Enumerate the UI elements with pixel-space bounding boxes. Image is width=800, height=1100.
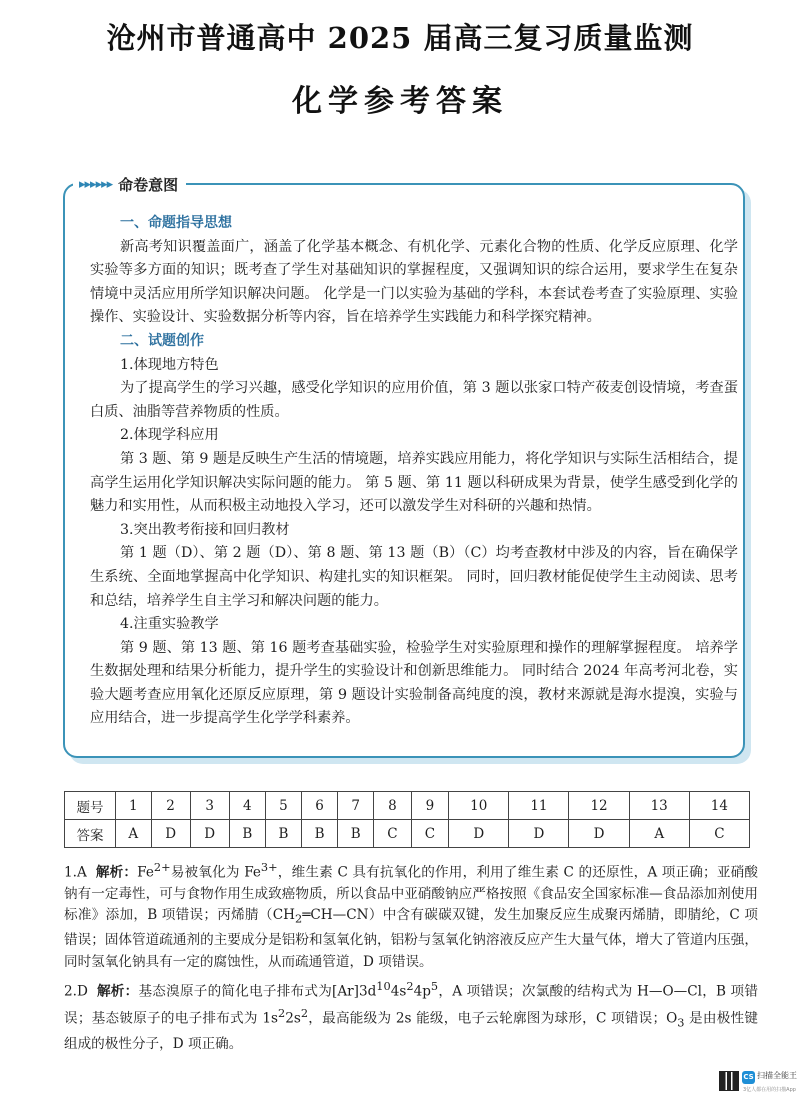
superscript: 2 <box>300 1005 309 1020</box>
sub-2-title: 2.体现学科应用 <box>120 427 219 444</box>
solution-text: ，A 项错误；次氯酸的结构式为 H—O—Cl，B 项错误；基态铍原子的电子排布式为 1s <box>64 983 758 1027</box>
question-number: 1 <box>116 792 152 820</box>
watermark-sub: 3亿人都在用的扫描App <box>743 1087 796 1093</box>
intent-content <box>90 212 738 731</box>
superscript: 3+ <box>260 860 278 874</box>
answer-cell: A <box>116 820 152 848</box>
answer-cell: B <box>338 820 374 848</box>
question-number: 12 <box>569 792 629 820</box>
analysis-label: 解析： <box>95 864 138 881</box>
solution-2 <box>64 976 758 1055</box>
superscript: 2 <box>406 979 414 993</box>
question-number-row <box>65 792 750 820</box>
subscript: 3 <box>677 1015 685 1030</box>
solution-text: 是由极性键组成的极性分子，D 项正确。 <box>64 1010 758 1052</box>
question-number: 10 <box>449 792 509 820</box>
solution-text: 基态溴原子的简化电子排布式为[Ar]3d <box>138 983 377 1000</box>
question-number: 8 <box>374 792 412 820</box>
page-subtitle: 化学参考答案 <box>292 84 508 119</box>
answer-cell: D <box>449 820 509 848</box>
answer-cell: B <box>265 820 301 848</box>
row-label: 题号 <box>65 792 116 820</box>
solution-text: 易被氧化为 Fe <box>170 864 261 881</box>
solution-text: Fe <box>137 864 154 881</box>
camscanner-icon: CS <box>742 1071 755 1084</box>
solution-number: 2.D <box>64 983 88 1000</box>
answer-table <box>64 791 750 848</box>
question-number: 3 <box>190 792 229 820</box>
intent-box-header <box>73 172 186 196</box>
answer-cell: D <box>151 820 190 848</box>
answer-cell: B <box>229 820 265 848</box>
question-number: 2 <box>151 792 190 820</box>
solution-number: 1.A <box>64 864 87 881</box>
answer-cell: D <box>569 820 629 848</box>
question-number: 5 <box>265 792 301 820</box>
answer-cell: A <box>629 820 689 848</box>
page-title: 沧州市普通高中 2025 届高三复习质量监测 <box>106 21 694 55</box>
solution-1 <box>64 857 758 973</box>
question-number: 4 <box>229 792 265 820</box>
watermark-brand: 扫描全能王 <box>757 1071 797 1080</box>
answer-row <box>65 820 750 848</box>
row-label: 答案 <box>65 820 116 848</box>
section-2-title: 二、试题创作 <box>120 332 204 349</box>
intent-heading: 命卷意图 <box>118 175 179 194</box>
answer-cell: C <box>689 820 749 848</box>
solution-text: 4p <box>413 983 431 1000</box>
question-number: 13 <box>629 792 689 820</box>
question-number: 11 <box>509 792 569 820</box>
question-number: 9 <box>411 792 449 820</box>
solution-text: ═CH—CN）中含有碳碳双键，发生加聚反应生成聚丙烯腈，即腈纶，C 项错误；固体管道疏通剂的主要成分是铝粉和氢氧化钠，铝粉与氢氧化钠溶液反应产生大量气体，增大了管道内压强，同时氢氧化钠具有一定的腐蚀性，从而疏通管道，D 项错误。 <box>64 907 758 970</box>
question-number: 7 <box>338 792 374 820</box>
sub-1-title: 1.体现地方特色 <box>120 356 219 373</box>
sub-3-paragraph: 第 1 题（D）、第 2 题（D）、第 8 题、第 13 题（B）（C）均考查教材中涉及的内容，旨在确保学生系统、全面地掌握高中化学知识、构建扎实的知识框架。 同时，回归教材能促使学生主动阅读、思考和总结，培养学生自主学习和解决问题的能力。 <box>90 545 738 609</box>
answer-cell: C <box>374 820 412 848</box>
sub-4-title: 4.注重实验教学 <box>120 616 219 633</box>
superscript: 10 <box>376 979 391 993</box>
question-number: 6 <box>301 792 337 820</box>
answer-cell: C <box>411 820 449 848</box>
arrows-icon: ▸▸▸▸▸▸ <box>79 176 113 192</box>
solution-text: 2s <box>285 1010 301 1027</box>
solution-text: ，维生素 C 具有抗氧化的作用，利用了维生素 C 的还原性，A 项正确；亚硝酸钠有一定毒性，可与食物作用生成致癌物质，所以食品中亚硝酸钠应严格按照《食品安全国家标准—食品添加剂使用标准》添加，B 项错误；丙烯腈（CH <box>64 864 758 924</box>
answer-cell: D <box>509 820 569 848</box>
superscript: 5 <box>430 979 439 993</box>
answer-cell: B <box>301 820 337 848</box>
answer-cell: D <box>190 820 229 848</box>
section-1-paragraph: 新高考知识覆盖面广，涵盖了化学基本概念、有机化学、元素化合物的性质、化学反应原理、化学实验等多方面的知识；既考查了学生对基础知识的掌握程度，又强调知识的综合运用，要求学生在复杂情境中灵活应用所学知识解决问题。 化学是一门以实验为基础的学科，本套试卷考查了实验原理、实验操作、实验设计、实验数据分析等内容，旨在培养学生实践能力和科学探究精神。 <box>90 238 738 326</box>
sub-2-paragraph: 第 3 题、第 9 题是反映生产生活的情境题，培养实践应用能力，将化学知识与实际生活相结合，提高学生运用化学知识解决实际问题的能力。 第 5 题、第 11 题以科研成果为背景，使学生感受到化学的魅力和实用性，从而积极主动地投入学习，还可以激发学生对科研的兴趣和热情。 <box>90 450 738 515</box>
sub-1-paragraph: 为了提高学生的学习兴趣，感受化学知识的应用价值，第 3 题以张家口特产莜麦创设情境，考查蛋白质、油脂等营养物质的性质。 <box>90 380 738 420</box>
sub-4-paragraph: 第 9 题、第 13 题、第 16 题考查基础实验，检验学生对实验原理和操作的理解掌握程度。 培养学生数据处理和结果分析能力，提升学生的实验设计和创新思维能力。 同时结合 2024 年高考河北卷，实验大题考查应用氧化还原反应原理，第 9 题设计实验制备高纯度的溴，教材来源就是海水提溴，实验与应用结合，进一步提高学生化学学科素养。 <box>90 639 738 727</box>
superscript: 2 <box>277 1005 286 1020</box>
subscript: 2 <box>295 912 303 927</box>
question-number: 14 <box>689 792 749 820</box>
solution-text: 4s <box>390 983 407 1000</box>
solution-text: ，最高能级为 2s 能级，电子云轮廓图为球形，C 项错误；O <box>308 1010 678 1027</box>
analysis-label: 解析： <box>96 983 139 1000</box>
qr-code-icon <box>719 1071 739 1091</box>
superscript: 2+ <box>153 860 171 874</box>
section-1-title: 一、命题指导思想 <box>120 215 232 231</box>
sub-3-title: 3.突出教考衔接和回归教材 <box>120 521 290 538</box>
